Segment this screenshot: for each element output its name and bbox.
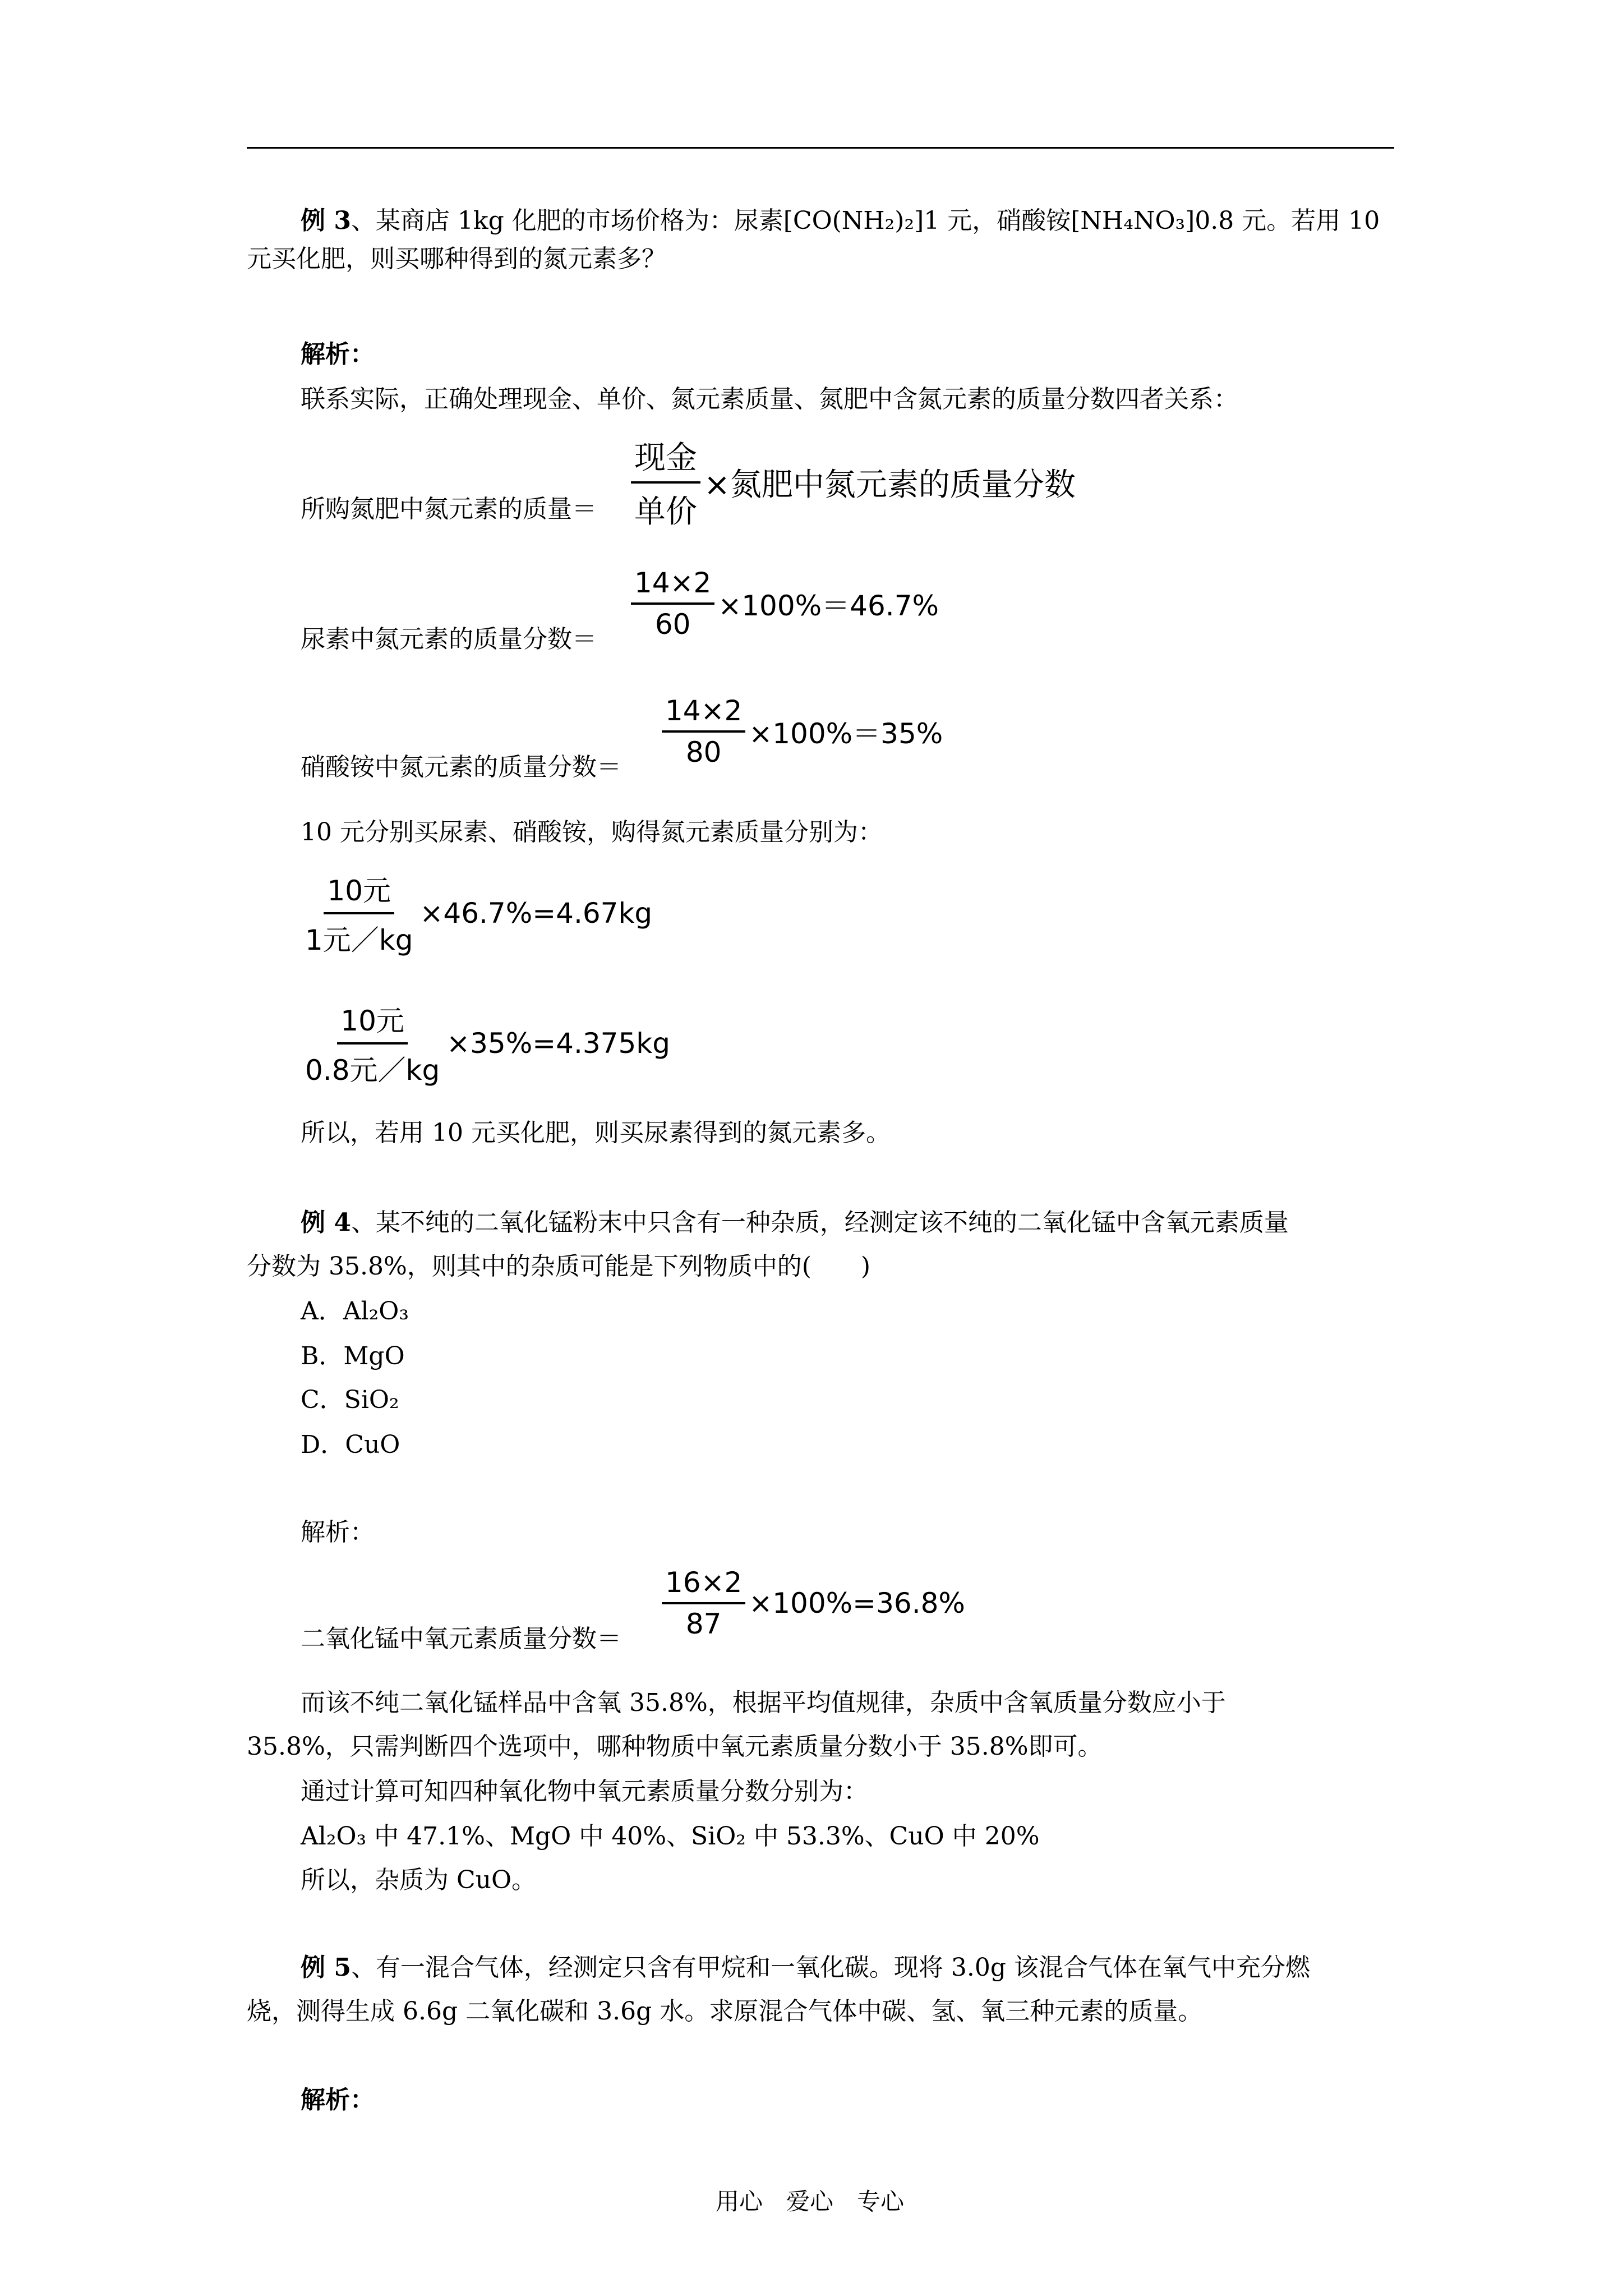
- ex3-calc-urea: [302, 868, 652, 958]
- ex3-formula-nitrate-lhs: 硝酸铵中氮元素的质量分数＝: [301, 753, 621, 781]
- ex4-para1-line1: 而该不纯二氧化锰样品中含氧 35.8%，根据平均值规律，杂质中含氧质量分数应小于: [301, 1688, 1226, 1717]
- ex3-question-line1: 例 3、某商店 1kg 化肥的市场价格为：尿素[CO(NH₂)₂]1 元，硝酸铵[NH₄NO₃]0.8 元。若用 10: [301, 206, 1380, 235]
- ex4-formula-mno2: [662, 1566, 965, 1640]
- fraction-tail: ×35%=4.375kg: [446, 1027, 670, 1060]
- ex3-formula-nitrate: [662, 694, 943, 769]
- fraction-tail: ×氮肥中氮元素的质量分数: [704, 467, 1076, 503]
- fraction-denominator: 0.8元／kg: [305, 1054, 440, 1087]
- ex3-analysis-label: 解析：: [301, 340, 375, 369]
- ex4-option-c: C．SiO₂: [301, 1386, 399, 1414]
- ex4-label: 例 4: [301, 1208, 351, 1237]
- ex3-label: 例 3: [301, 206, 351, 235]
- ex4-para2: 通过计算可知四种氧化物中氧元素质量分数分别为：: [301, 1777, 868, 1806]
- ex4-question-line1: 例 4、某不纯的二氧化锰粉末中只含有一种杂质，经测定该不纯的二氧化锰中含氧元素质量: [301, 1208, 1289, 1237]
- fraction-tail: ×100%＝35%: [749, 717, 943, 750]
- fraction-tail: ×46.7%=4.67kg: [419, 897, 653, 930]
- ex3-buy-line: 10 元分别买尿素、硝酸铵，购得氮元素质量分别为：: [301, 818, 883, 846]
- ex4-analysis-label: 解析：: [301, 1518, 375, 1547]
- fraction-denominator: 单价: [634, 494, 697, 530]
- ex4-option-d: D．CuO: [301, 1430, 400, 1459]
- ex4-results: Al₂O₃ 中 47.1%、MgO 中 40%、SiO₂ 中 53.3%、CuO 中 20%: [301, 1822, 1040, 1851]
- ex5-analysis-label: 解析：: [301, 2086, 375, 2114]
- fraction-numerator: 14×2: [631, 567, 714, 605]
- ex3-formula-urea-lhs: 尿素中氮元素的质量分数＝: [301, 625, 597, 654]
- ex4-question-line2: 分数为 35.8%，则其中的杂质可能是下列物质中的( ): [247, 1252, 871, 1281]
- ex4-option-a: A．Al₂O₃: [301, 1297, 409, 1326]
- ex3-intro: 联系实际，正确处理现金、单价、氮元素质量、氮肥中含氮元素的质量分数四者关系：: [301, 385, 1238, 413]
- ex5-label: 例 5: [301, 1953, 351, 1982]
- ex3-question-line2: 元买化肥，则买哪种得到的氮元素多？: [247, 245, 666, 273]
- page-footer: 用心 爱心 专心: [716, 2188, 905, 2215]
- fraction-denominator: 87: [685, 1608, 722, 1640]
- ex4-option-b: B．MgO: [301, 1342, 405, 1370]
- ex5-question-line2: 烧，测得生成 6.6g 二氧化碳和 3.6g 水。求原混合气体中碳、氢、氧三种元素的质量。: [247, 1997, 1203, 2026]
- fraction-denominator: 1元／kg: [305, 924, 413, 956]
- ex3-formula-mass-lhs: 所购氮肥中氮元素的质量＝: [301, 495, 597, 523]
- ex4-conclusion: 所以，杂质为 CuO。: [301, 1866, 537, 1894]
- fraction-tail: ×100%=36.8%: [749, 1587, 965, 1619]
- ex3-formula-urea: [631, 567, 939, 641]
- fraction-tail: ×100%＝46.7%: [718, 590, 939, 622]
- ex4-para1-line2: 35.8%，只需判断四个选项中，哪种物质中氧元素质量分数小于 35.8%即可。: [247, 1732, 1103, 1761]
- fraction-numerator: 现金: [631, 433, 700, 484]
- ex4-formula-mno2-lhs: 二氧化锰中氧元素质量分数＝: [301, 1625, 621, 1653]
- fraction-numerator: 16×2: [662, 1566, 745, 1604]
- fraction-denominator: 80: [685, 736, 722, 769]
- fraction-denominator: 60: [654, 608, 691, 641]
- ex3-formula-mass: [631, 433, 1076, 532]
- fraction-numerator: 10元: [337, 999, 408, 1045]
- fraction-numerator: 14×2: [662, 694, 745, 733]
- ex3-calc-nitrate: [302, 999, 670, 1088]
- fraction-numerator: 10元: [324, 868, 394, 914]
- header-rule: [247, 147, 1394, 149]
- ex5-question-line1: 例 5、有一混合气体，经测定只含有甲烷和一氧化碳。现将 3.0g 该混合气体在氧气中充分燃: [301, 1953, 1311, 1982]
- ex3-conclusion: 所以，若用 10 元买化肥，则买尿素得到的氮元素多。: [301, 1119, 891, 1147]
